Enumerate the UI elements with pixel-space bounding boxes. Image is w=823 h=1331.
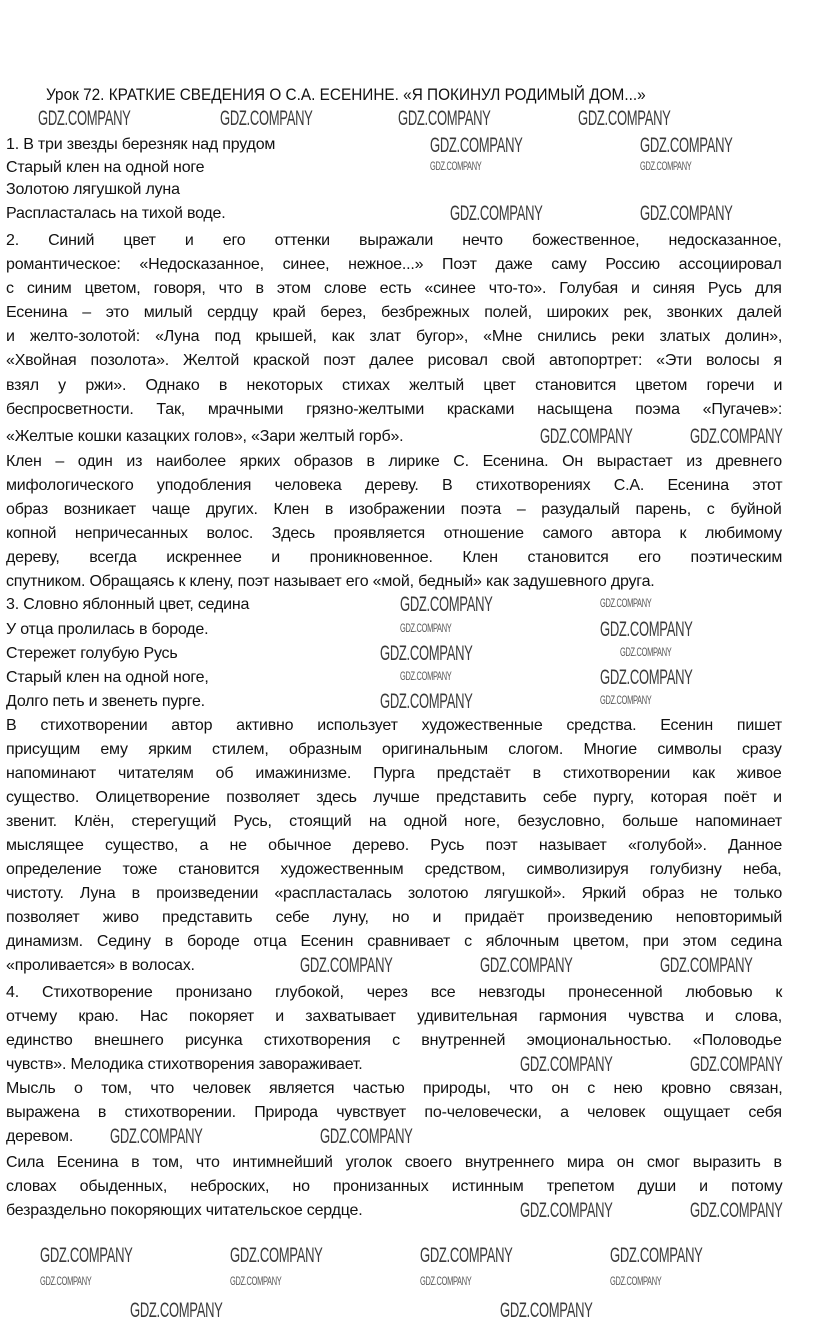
text-line: 3. Словно яблонный цвет, седина xyxy=(6,596,250,613)
watermark: GDZ.COMPANY xyxy=(610,1244,703,1267)
text-line: выражена в стихотворении. Природа чувствует по-человечески, а человек ощущает себя xyxy=(6,1104,782,1121)
text-line: определение тоже становится художественным средством, символизируя голубизну неба, xyxy=(6,861,782,878)
watermark: GDZ.COMPANY xyxy=(620,645,672,659)
text-line: Долго петь и звенеть пурге. xyxy=(6,693,205,710)
watermark: GDZ.COMPANY xyxy=(480,954,573,977)
text-line: и желто-золотой: «Луна под крышей, как злат бугор», «Мне снились реки златых долин», xyxy=(6,328,783,345)
watermark: GDZ.COMPANY xyxy=(400,593,493,616)
watermark: GDZ.COMPANY xyxy=(220,107,313,130)
watermark: GDZ.COMPANY xyxy=(40,1244,133,1267)
watermark: GDZ.COMPANY xyxy=(380,642,473,665)
text-line: Сила Есенина в том, что интимнейший уголок своего внутреннего мира он смог выразить в xyxy=(6,1154,782,1171)
text-line: образ возникает чаще других. Клен в изображении поэта – разудалый парень, с буйной xyxy=(6,501,782,518)
watermark: GDZ.COMPANY xyxy=(320,1125,413,1148)
text-line: Золотою лягушкой луна xyxy=(6,181,180,198)
watermark: GDZ.COMPANY xyxy=(600,618,693,641)
text-line: существо. Олицетворение позволяет здесь лучше представить себе пургу, которая поёт и xyxy=(6,789,782,806)
watermark: GDZ.COMPANY xyxy=(660,954,753,977)
text-line: спутником. Обращаясь к клену, поэт называет его «мой, бедный» как задушевного друга. xyxy=(6,573,655,590)
watermark: GDZ.COMPANY xyxy=(600,693,652,707)
text-line: Распласталась на тихой воде. xyxy=(6,205,226,222)
text-line: Мысль о том, что человек является частью природы, что он с нею кровно связан, xyxy=(6,1080,783,1097)
text-line: деревом. xyxy=(6,1128,74,1145)
text-line: единство внешнего рисунка стихотворения с внутренней эмоциональностью. «Половодье xyxy=(6,1032,782,1049)
watermark: GDZ.COMPANY xyxy=(420,1274,472,1288)
watermark: GDZ.COMPANY xyxy=(690,1199,783,1222)
text-line: безраздельно покоряющих читательское сердце. xyxy=(6,1202,363,1219)
watermark: GDZ.COMPANY xyxy=(130,1299,223,1322)
text-line: чистоту. Луна в произведении «распласталась золотою лягушкой». Яркий образ не только xyxy=(6,885,783,902)
watermark: GDZ.COMPANY xyxy=(110,1125,203,1148)
watermark: GDZ.COMPANY xyxy=(38,107,131,130)
watermark: GDZ.COMPANY xyxy=(500,1299,593,1322)
text-line: напоминают читателям об имажинизме. Пурга предстаёт в стихотворении как живое xyxy=(6,765,782,782)
watermark: GDZ.COMPANY xyxy=(398,107,491,130)
watermark: GDZ.COMPANY xyxy=(40,1274,92,1288)
watermark: GDZ.COMPANY xyxy=(610,1274,662,1288)
watermark: GDZ.COMPANY xyxy=(430,134,523,157)
watermark: GDZ.COMPANY xyxy=(520,1053,613,1076)
watermark: GDZ.COMPANY xyxy=(640,134,733,157)
watermark: GDZ.COMPANY xyxy=(690,1053,783,1076)
text-line: 4. Стихотворение пронизано глубокой, через все невзгоды пронесенной любовью к xyxy=(6,984,783,1001)
text-line: «Желтые кошки казацких голов», «Зари желтый горб». xyxy=(6,428,404,445)
watermark: GDZ.COMPANY xyxy=(420,1244,513,1267)
text-line: Клен – один из наиболее ярких образов в лирике С. Есенина. Он вырастает из древнего xyxy=(6,453,782,470)
watermark: GDZ.COMPANY xyxy=(430,159,482,173)
text-line: «проливается» в волосах. xyxy=(6,957,195,974)
watermark: GDZ.COMPANY xyxy=(540,425,633,448)
watermark: GDZ.COMPANY xyxy=(640,159,692,173)
text-line: словах обыденных, неброских, но пронизанных истинным трепетом души и потому xyxy=(6,1178,783,1195)
text-line: копной непричесанных волос. Здесь проявляется отношение самого автора к любимому xyxy=(6,525,782,542)
watermark: GDZ.COMPANY xyxy=(400,669,452,683)
watermark: GDZ.COMPANY xyxy=(380,690,473,713)
text-line: звенит. Клён, стерегущий Русь, стоящий на одной ноге, безусловно, больше напоминает xyxy=(6,813,782,830)
watermark: GDZ.COMPANY xyxy=(300,954,393,977)
text-line: мифологического уподобления человека дереву. В стихотворениях С.А. Есенина этот xyxy=(6,477,783,494)
watermark: GDZ.COMPANY xyxy=(230,1244,323,1267)
text-line: 1. В три звезды березняк над прудом xyxy=(6,136,276,153)
text-line: Старый клен на одной ноге xyxy=(6,159,205,176)
text-line: с синим цветом, говоря, что в этом слове есть «синее что-то». Голубая и синяя Русь для xyxy=(6,280,782,297)
text-line: У отца пролилась в бороде. xyxy=(6,621,209,638)
text-line: беспросветности. Так, мрачными грязно-желтыми красками насыщена поэма «Пугачев»: xyxy=(6,401,783,418)
text-line: чувств». Мелодика стихотворения завораживает. xyxy=(6,1056,363,1073)
watermark: GDZ.COMPANY xyxy=(450,202,543,225)
text-line: романтическое: «Недосказанное, синее, нежное...» Поэт даже саму Россию ассоциировал xyxy=(6,256,782,273)
text-line: Есенина – это милый сердцу край берез, безбрежных полей, широких рек, звонких далей xyxy=(6,304,782,321)
page-title: Урок 72. КРАТКИЕ СВЕДЕНИЯ О С.А. ЕСЕНИНЕ. «Я ПОКИНУЛ РОДИМЫЙ ДОМ...» xyxy=(46,86,646,104)
watermark: GDZ.COMPANY xyxy=(640,202,733,225)
watermark: GDZ.COMPANY xyxy=(400,621,452,635)
text-line: В стихотворении автор активно использует художественные средства. Есенин пишет xyxy=(6,717,783,734)
watermark: GDZ.COMPANY xyxy=(230,1274,282,1288)
watermark: GDZ.COMPANY xyxy=(600,596,652,610)
watermark: GDZ.COMPANY xyxy=(578,107,671,130)
text-line: взял у ржи». Однако в некоторых стихах желтый цвет становится цветом горечи и xyxy=(6,377,783,394)
watermark: GDZ.COMPANY xyxy=(690,425,783,448)
text-line: позволяет живо представить себе луну, но и придаёт произведению неповторимый xyxy=(6,909,783,926)
text-line: «Хвойная позолота». Желтой краской поэт далее рисовал свой автопортрет: «Эти волосы я xyxy=(6,352,783,369)
text-line: Старый клен на одной ноге, xyxy=(6,669,209,686)
text-line: отчему краю. Нас покоряет и захватывает удивительная гармония чувства и слова, xyxy=(6,1008,782,1025)
text-line: 2. Синий цвет и его оттенки выражали нечто божественное, недосказанное, xyxy=(6,232,782,249)
watermark: GDZ.COMPANY xyxy=(520,1199,613,1222)
watermark: GDZ.COMPANY xyxy=(600,666,693,689)
text-line: Стережет голубую Русь xyxy=(6,645,178,662)
text-line: динамизм. Седину в бороде отца Есенин сравнивает с яблочным цветом, при этом седина xyxy=(6,933,782,950)
text-line: присущим ему ярким стилем, образным оригинальным слогом. Многие символы сразу xyxy=(6,741,782,758)
text-line: мыслящее существо, а не обычное дерево. Русь поэт называет «голубой». Данное xyxy=(6,837,783,854)
text-line: дереву, всегда искреннее и проникновенное. Клен становится его поэтическим xyxy=(6,549,783,566)
